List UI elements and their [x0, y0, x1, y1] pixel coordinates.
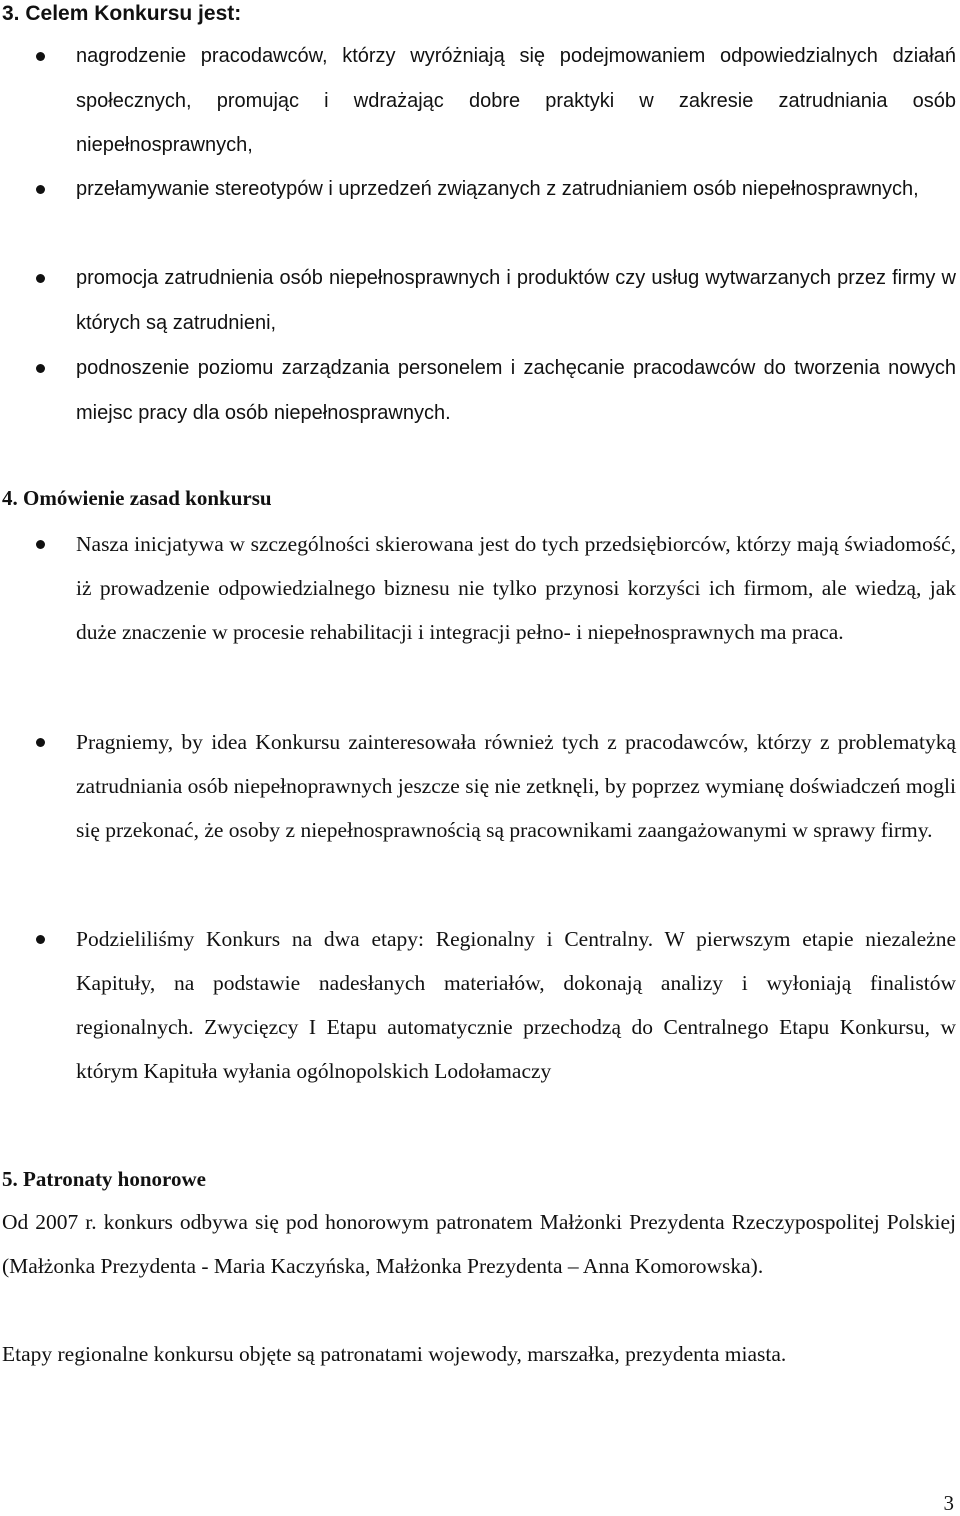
regional-patronage-paragraph: Etapy regionalne konkursu objęte są patronatami wojewody, marszałka, prezydenta miasta. [2, 1342, 787, 1366]
list-item-text: Pragniemy, by idea Konkursu zainteresowała również tych z pracodawców, którzy z problematyką zatrudniania osób niepełnoprawnych jeszcze się nie zetknęli, by poprzez wymianę doświadczeń mogli się przekonać, że osoby z niepełnosprawnością są pracownikami zaangażowanymi w sprawy firmy. [76, 730, 956, 842]
bullet-icon [36, 738, 45, 747]
bullet-icon [36, 274, 45, 283]
list-item-text: przełamywanie stereotypów i uprzedzeń związanych z zatrudnianiem osób niepełnosprawnych, [76, 178, 919, 200]
list-item-text: Podzieliliśmy Konkurs na dwa etapy: Regionalny i Centralny. W pierwszym etapie niezależne Kapituły, na podstawie nadesłanych materiałów, dokonają analizy i wyłoniają finalistów regionalnych. Zwycięzcy I Etapu automatycznie przechodzą do Centralnego Etapu Konkursu, w którym Kapituła wyłania ogólnopolskich Lodołamaczy [76, 927, 956, 1083]
section-3-heading: 3. Celem Konkursu jest: [2, 2, 242, 25]
list-item-text: promocja zatrudnienia osób niepełnosprawnych i produktów czy usług wytwarzanych przez firmy w których są zatrudnieni, [76, 267, 956, 334]
bullet-icon [36, 540, 45, 549]
section-5-heading: 5. Patronaty honorowe [2, 1167, 206, 1191]
bullet-icon [36, 364, 45, 373]
bullet-icon [36, 52, 45, 61]
list-item-text: nagrodzenie pracodawców, którzy wyróżniają się podejmowaniem odpowiedzialnych działań społecznych, promując i wdrażając dobre praktyki w zakresie zatrudniania osób niepełnosprawnych, [76, 45, 956, 157]
bullet-icon [36, 935, 45, 944]
section-4-heading: 4. Omówienie zasad konkursu [2, 486, 272, 510]
list-item-text: Nasza inicjatywa w szczególności skierowana jest do tych przedsiębiorców, którzy mają świadomość, iż prowadzenie odpowiedzialnego biznesu nie tylko przynosi korzyści ich firmom, ale wiedzą, jak duże znaczenie w procesie rehabilitacji i integracji pełno- i niepełnosprawnych ma praca. [76, 532, 956, 644]
page-number: 3 [943, 1491, 954, 1515]
patronage-paragraph: Od 2007 r. konkurs odbywa się pod honorowym patronatem Małżonki Prezydenta Rzeczypospolitej Polskiej (Małżonka Prezydenta - Maria Kaczyńska, Małżonka Prezydenta – Anna Komorowska). [2, 1210, 956, 1278]
list-item-text: podnoszenie poziomu zarządzania personelem i zachęcanie pracodawców do tworzenia nowych miejsc pracy dla osób niepełnosprawnych. [76, 357, 956, 424]
bullet-icon [36, 185, 45, 194]
